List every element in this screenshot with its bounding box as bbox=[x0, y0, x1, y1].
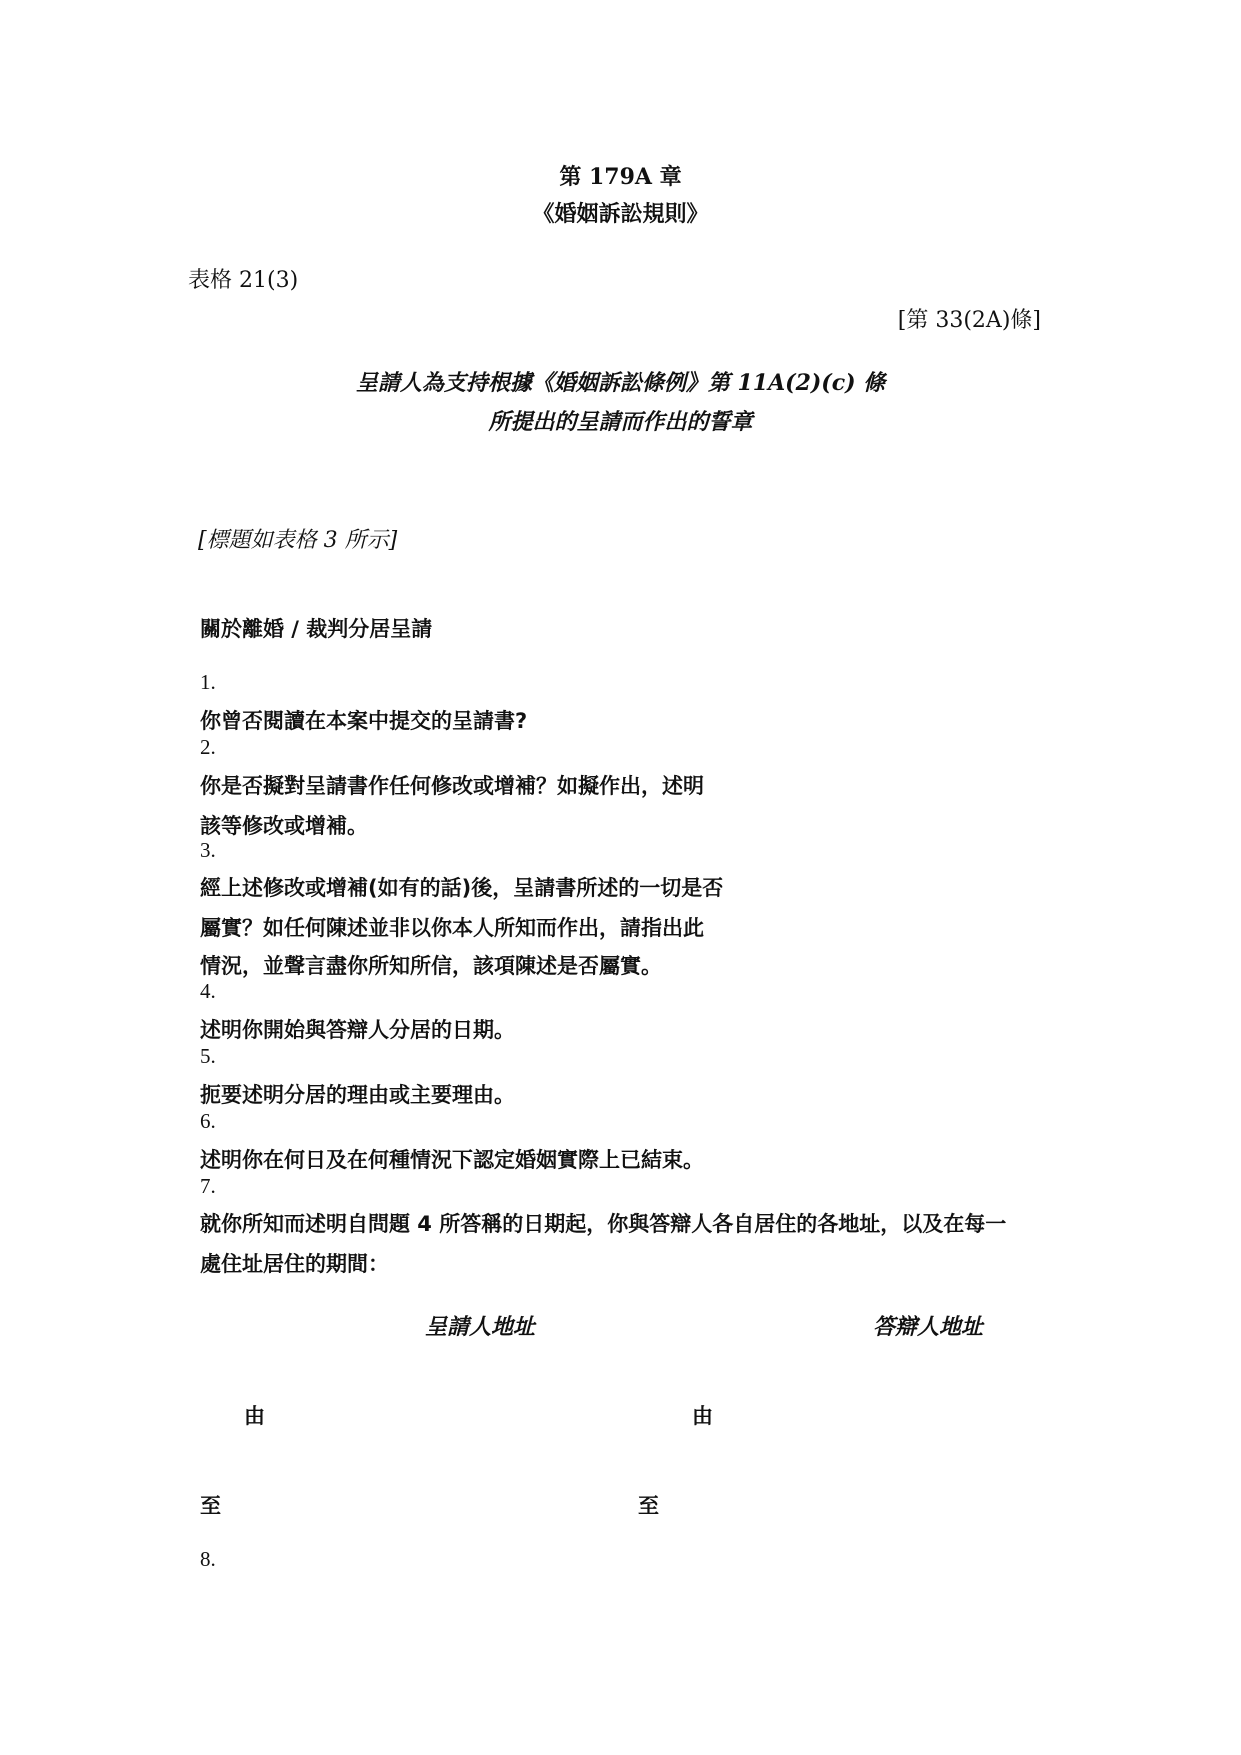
question-number: 7. bbox=[200, 1174, 216, 1198]
respondent-from-label: 由 bbox=[692, 1404, 713, 1428]
question-number: 8. bbox=[200, 1547, 216, 1571]
respondent-to-label: 至 bbox=[638, 1494, 659, 1518]
question-number: 5. bbox=[200, 1044, 216, 1068]
question-text: 你是否擬對呈請書作任何修改或增補？如擬作出，述明 bbox=[200, 774, 704, 798]
question-text: 就你所知而述明自問題 4 所答稱的日期起，你與答辯人各自居住的各地址，以及在每一 bbox=[200, 1212, 1007, 1236]
section-title: 關於離婚 / 裁判分居呈請 bbox=[200, 617, 433, 641]
heading-note: [標題如表格 3 所示] bbox=[198, 528, 398, 553]
question-text: 述明你開始與答辯人分居的日期。 bbox=[200, 1018, 515, 1042]
question-number: 6. bbox=[200, 1109, 216, 1133]
question-text: 經上述修改或增補(如有的話)後，呈請書所述的一切是否 bbox=[200, 876, 724, 900]
question-text: 處住址居住的期間： bbox=[200, 1252, 389, 1276]
petitioner-to-label: 至 bbox=[200, 1494, 221, 1518]
question-number: 1. bbox=[200, 670, 216, 694]
chapter-heading: 第 179A 章 bbox=[559, 164, 682, 190]
rule-reference: [第 33(2A)條] bbox=[897, 308, 1041, 333]
question-number: 2. bbox=[200, 735, 216, 759]
question-number: 3. bbox=[200, 838, 216, 862]
question-number: 4. bbox=[200, 979, 216, 1003]
question-text: 情況，並聲言盡你所知所信，該項陳述是否屬實。 bbox=[200, 954, 662, 978]
question-text: 扼要述明分居的理由或主要理由。 bbox=[200, 1083, 515, 1107]
question-text: 你曾否閱讀在本案中提交的呈請書? bbox=[200, 709, 528, 733]
petitioner-address-header: 呈請人地址 bbox=[425, 1315, 536, 1340]
respondent-address-header: 答辯人地址 bbox=[873, 1315, 984, 1340]
rules-title: 《婚姻訴訟規則》 bbox=[532, 202, 709, 227]
form-number: 表格 21(3) bbox=[188, 268, 299, 293]
form-title-line1: 呈請人為支持根據《婚姻訴訟條例》第 11A(2)(c) 條 bbox=[355, 370, 886, 396]
form-title-line2: 所提出的呈請而作出的誓章 bbox=[488, 410, 753, 435]
question-text: 述明你在何日及在何種情況下認定婚姻實際上已結束。 bbox=[200, 1148, 704, 1172]
question-text: 屬實？如任何陳述並非以你本人所知而作出，請指出此 bbox=[200, 916, 704, 940]
question-text: 該等修改或增補。 bbox=[200, 814, 368, 838]
petitioner-from-label: 由 bbox=[244, 1404, 265, 1428]
